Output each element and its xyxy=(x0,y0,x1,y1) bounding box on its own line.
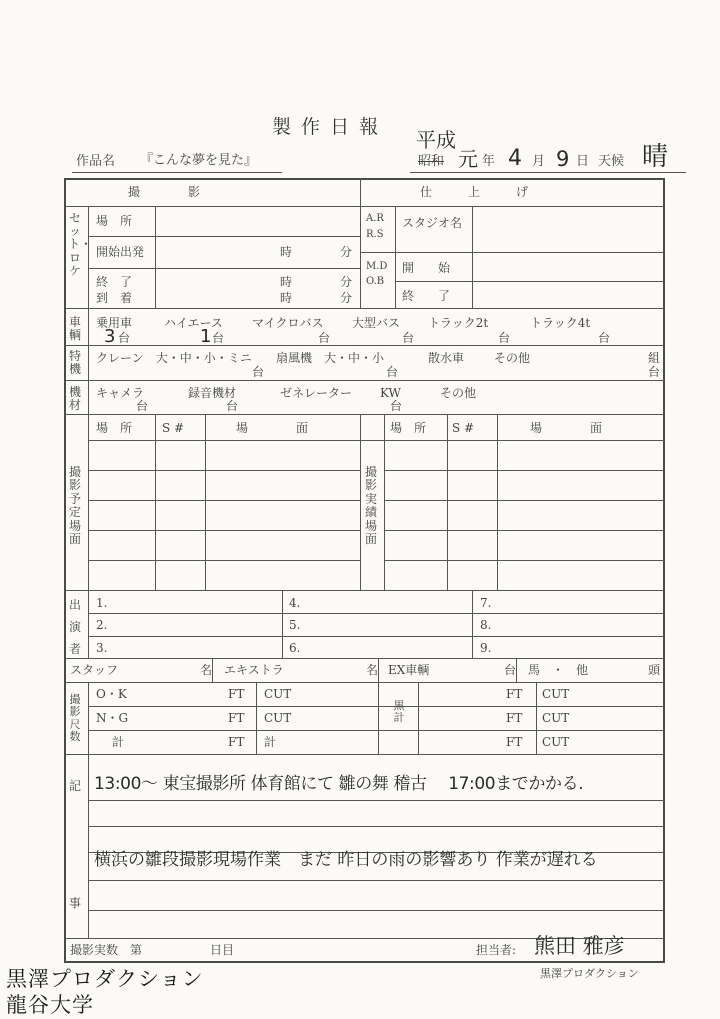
vehicle-bus: 大型バス xyxy=(352,316,401,330)
staff-unit: 名 xyxy=(200,663,213,677)
date-year: 元 xyxy=(458,147,478,171)
staff-label: スタッフ xyxy=(70,663,119,677)
performer-1: 1. xyxy=(96,596,108,610)
hour-2: 時 xyxy=(280,275,293,289)
shoot-days-label: 撮影実数 第 xyxy=(70,943,143,957)
date-underline xyxy=(410,172,686,173)
minute-3: 分 xyxy=(340,291,353,305)
performer-9: 9. xyxy=(480,641,492,655)
unit-car: 台 xyxy=(118,331,131,345)
finish-end: 終 了 xyxy=(402,289,451,303)
total-right-1: 計 xyxy=(264,735,277,749)
performer-5: 5. xyxy=(289,618,301,632)
vehicle-truck4: トラック4t xyxy=(530,316,591,330)
setloc-end: 終 了 xyxy=(96,275,133,289)
vehicle-hiace: ハイエース xyxy=(164,316,223,330)
cut-4: CUT xyxy=(542,711,570,725)
horse-label: 馬 ・ 他 xyxy=(528,663,589,677)
cut-3: CUT xyxy=(542,687,570,701)
footage-ng: N・G xyxy=(96,711,129,725)
scene-scene-right: 場 面 xyxy=(530,421,603,435)
day-unit: 日 xyxy=(576,154,590,169)
vehicle-truck2: トラック2t xyxy=(428,316,489,330)
equip-generator: ゼネレーター xyxy=(280,386,353,400)
manager-label: 担当者: xyxy=(476,943,517,957)
credit-line-1: 黒澤プロダクション xyxy=(6,967,204,991)
scene-sno-right: S # xyxy=(452,421,475,435)
finish-rs: R.S xyxy=(366,229,384,240)
head-unit: 頭 xyxy=(648,663,661,677)
notes-label-2: 事 xyxy=(69,896,82,910)
ft-1: FT xyxy=(228,687,245,701)
notes-line-2: 横浜の雛段撮影現場作業 まだ 昨日の雨の影響あり 作業が遅れる xyxy=(94,850,598,870)
unit-hiace: 台 xyxy=(212,331,225,345)
equipment-side-label: 機材 xyxy=(68,385,81,413)
performer-3: 3. xyxy=(96,641,108,655)
unit-crane: 台 xyxy=(252,365,265,379)
unit-special-other: 台 xyxy=(648,365,661,379)
date-month: 4 xyxy=(508,146,522,171)
manager-name: 熊田 雅彦 xyxy=(534,934,625,958)
special-crane: クレーン 大・中・小・ミニ xyxy=(96,351,252,365)
special-side-label: 特機 xyxy=(68,349,81,377)
era-printed: 昭和 xyxy=(418,154,445,169)
exv-label: EX車輌 xyxy=(388,663,430,677)
work-label: 作品名 xyxy=(76,154,116,169)
hour-3: 時 xyxy=(280,291,293,305)
scene-place-right: 場 所 xyxy=(390,421,427,435)
performers-side-label: 出演者 xyxy=(68,598,81,657)
page-title: 製 作 日 報 xyxy=(272,116,381,138)
unit-truck4: 台 xyxy=(598,331,611,345)
era-handwritten: 平成 xyxy=(416,128,456,152)
scene-scene-left: 場 面 xyxy=(236,421,309,435)
special-set-unit: 組 xyxy=(648,351,661,365)
setloc-side-label: セット・ロケ xyxy=(68,211,93,278)
section-finishing: 仕 上 げ xyxy=(420,185,529,199)
ft-5: FT xyxy=(506,711,523,725)
footage-sound-label: 黒 計 xyxy=(393,699,405,725)
weather-label: 天候 xyxy=(598,154,625,169)
exv-unit: 台 xyxy=(504,663,517,677)
unit-fan: 台 xyxy=(386,365,399,379)
performer-4: 4. xyxy=(289,596,301,610)
performer-6: 6. xyxy=(289,641,301,655)
unit-micro: 台 xyxy=(318,331,331,345)
scene-sno-left: S # xyxy=(162,421,185,435)
footage-total: 計 xyxy=(112,735,125,749)
finish-studio: スタジオ名 xyxy=(402,216,463,230)
finish-start: 開 始 xyxy=(402,261,451,275)
finish-ar: A.R xyxy=(366,213,384,224)
work-underline xyxy=(72,172,282,173)
minute-1: 分 xyxy=(340,245,353,259)
hour-1: 時 xyxy=(280,245,293,259)
setloc-depart: 開始出発 xyxy=(96,245,145,259)
shoot-days-unit: 日目 xyxy=(210,943,235,957)
special-sprinkler: 散水車 xyxy=(428,351,465,365)
vehicle-car-count: 3 xyxy=(104,326,116,347)
setloc-place: 場 所 xyxy=(96,214,133,228)
scene-place-left: 場 所 xyxy=(96,421,133,435)
section-shooting: 撮 影 xyxy=(128,185,201,199)
month-unit: 月 xyxy=(532,154,546,169)
equip-other: その他 xyxy=(440,386,477,400)
finish-ob: O.B xyxy=(366,276,385,287)
ft-6: FT xyxy=(506,735,523,749)
cut-2: CUT xyxy=(264,711,292,725)
actual-side-label: 撮影実績場面 xyxy=(364,465,377,547)
vehicle-micro: マイクロバス xyxy=(252,316,324,330)
unit-camera: 台 xyxy=(136,399,149,413)
extra-unit: 名 xyxy=(366,663,379,677)
ft-2: FT xyxy=(228,711,245,725)
planned-side-label: 撮影予定場面 xyxy=(68,465,81,547)
ft-4: FT xyxy=(506,687,523,701)
footage-side-label: 撮影尺数 xyxy=(69,693,81,743)
weather-value: 晴 xyxy=(642,142,669,172)
notes-label-1: 記 xyxy=(69,779,82,793)
footage-ok: O・K xyxy=(96,687,127,701)
unit-sound: 台 xyxy=(226,399,239,413)
vehicle-car: 乗用車 xyxy=(96,316,133,330)
vehicle-hiace-count: 1 xyxy=(200,326,212,347)
credit-line-2: 龍谷大学 xyxy=(6,993,94,1017)
cut-5: CUT xyxy=(542,735,570,749)
equip-camera: キャメラ xyxy=(96,386,145,400)
equip-kw: KW xyxy=(380,386,401,400)
cut-1: CUT xyxy=(264,687,292,701)
finish-md: M.D xyxy=(366,261,388,272)
special-other: その他 xyxy=(494,351,531,365)
extra-label: エキストラ xyxy=(224,663,284,677)
ft-3: FT xyxy=(228,735,245,749)
unit-bus: 台 xyxy=(402,331,415,345)
minute-2: 分 xyxy=(340,275,353,289)
performer-8: 8. xyxy=(480,618,492,632)
performer-7: 7. xyxy=(480,596,492,610)
vehicles-side-label: 車輌 xyxy=(68,315,81,343)
special-fan: 扇風機 大・中・小 xyxy=(276,351,385,365)
notes-line-1: 13:00〜 東宝撮影所 体育館にて 雛の舞 稽古 17:00までかかる. xyxy=(94,774,584,794)
setloc-arrive: 到 着 xyxy=(96,291,133,305)
year-unit: 年 xyxy=(482,154,496,169)
company-print: 黒澤プロダクション xyxy=(540,967,639,980)
unit-truck2: 台 xyxy=(498,331,511,345)
date-day: 9 xyxy=(556,147,570,171)
equip-sound: 録音機材 xyxy=(188,386,237,400)
performer-2: 2. xyxy=(96,618,108,632)
work-title: 『こんな夢を見た』 xyxy=(140,153,258,168)
unit-kw: 台 xyxy=(390,399,403,413)
